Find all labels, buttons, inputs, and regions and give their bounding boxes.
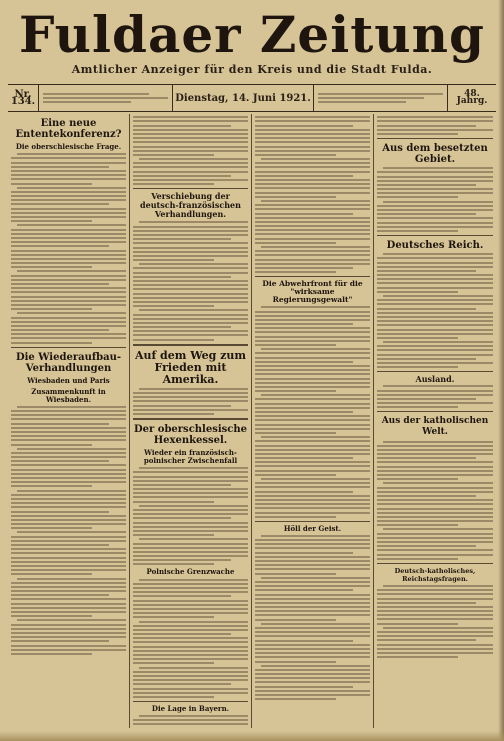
headline: Eine neue Ententekonferenz?: [15, 118, 122, 140]
page-bottom-edge: [0, 731, 504, 741]
article-text: [377, 385, 493, 408]
subheadline: Die oberschlesische Frage.: [15, 142, 122, 151]
headline: Die Wiederaufbau-Verhandlungen: [15, 351, 122, 374]
subheadline: Wieder ein französisch-polnischer Zwischenfall: [143, 447, 238, 465]
volume-year: 48. Jahrg.: [447, 85, 496, 111]
publisher-notes-left: [39, 85, 172, 111]
article-text: [133, 715, 248, 728]
article-text: [377, 253, 493, 368]
article-text: [255, 306, 370, 517]
article-text: [133, 388, 248, 415]
article-text: [133, 221, 248, 340]
article-text: [255, 116, 370, 273]
article-text: [133, 467, 248, 565]
article-text: [133, 116, 248, 185]
article-text: [377, 167, 493, 232]
headline: Aus dem besetzten Gebiet.: [382, 142, 488, 165]
article-text: [11, 406, 126, 655]
issue-number: Nr. 134.: [8, 85, 39, 111]
newspaper-subtitle: Amtlicher Anzeiger für den Kreis und die Stadt Fulda.: [71, 63, 433, 76]
publisher-notes-right: [314, 85, 447, 111]
article-text: [11, 153, 126, 343]
issue-date: Dienstag, 14. Juni 1921.: [172, 85, 314, 111]
headline: Aus der katholischen Welt.: [381, 416, 489, 438]
headline: Höll der Geist.: [283, 523, 342, 533]
headline: Ausland.: [415, 374, 455, 385]
article-text: [377, 585, 493, 658]
column-2: [130, 114, 252, 728]
headline: Deutsches Reich.: [386, 239, 484, 251]
masthead: [8, 6, 496, 82]
subheadline: Wiesbaden und Paris: [27, 375, 110, 385]
issue-info-bar: [8, 84, 496, 112]
headline: Auf dem Weg zum Frieden mit Amerika.: [134, 348, 247, 386]
headline: Deutsch-katholisches, Reichstagsfragen.: [394, 566, 476, 583]
headline: Der oberschlesische Hexenkessel.: [133, 423, 247, 446]
article-text: [377, 441, 493, 560]
article-text: [377, 116, 493, 135]
headline: Die Lage in Bayern.: [151, 703, 230, 713]
column-1: [8, 114, 130, 728]
newspaper-title: Fuldaer Zeitung: [19, 5, 485, 64]
article-text: [255, 535, 370, 700]
column-4: [374, 114, 496, 728]
column-3: [252, 114, 374, 728]
article-text: [133, 579, 248, 698]
subheadline: Polnische Grenzwache: [146, 567, 235, 577]
page-edge-shadow: [498, 0, 504, 741]
headline: Verschiebung der deutsch-französischen Verhandlungen.: [140, 191, 241, 220]
subheadline: Zusammenkunft in Wiesbaden.: [31, 386, 106, 404]
article-columns: [8, 114, 496, 728]
headline: Die Abwehrfront für die "wirksame Regierungsgewalt": [262, 279, 363, 305]
